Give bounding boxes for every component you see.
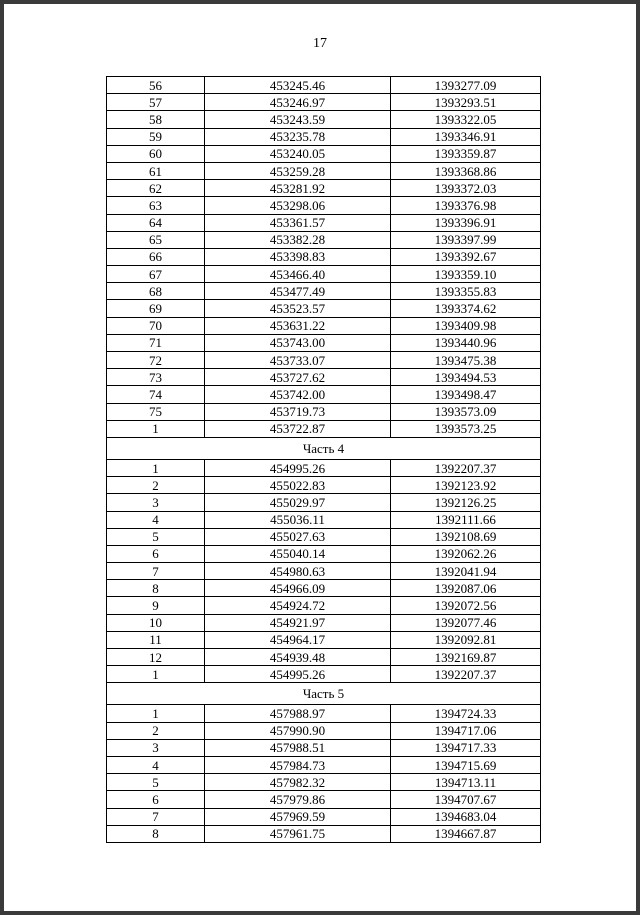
point-number-cell: 12 (107, 649, 205, 666)
y-coordinate-cell: 1393359.87 (391, 145, 541, 162)
x-coordinate-cell: 453523.57 (205, 300, 391, 317)
point-number-cell: 68 (107, 283, 205, 300)
y-coordinate-cell: 1394707.67 (391, 791, 541, 808)
table-row (107, 369, 541, 386)
table-row (107, 128, 541, 145)
y-coordinate-cell: 1393573.25 (391, 420, 541, 437)
point-number-cell: 8 (107, 580, 205, 597)
table-row (107, 283, 541, 300)
table-row (107, 494, 541, 511)
x-coordinate-cell: 454924.72 (205, 597, 391, 614)
y-coordinate-cell: 1393397.99 (391, 231, 541, 248)
table-row (107, 403, 541, 420)
point-number-cell: 6 (107, 791, 205, 808)
x-coordinate-cell: 454980.63 (205, 563, 391, 580)
y-coordinate-cell: 1393322.05 (391, 111, 541, 128)
table-row (107, 808, 541, 825)
x-coordinate-cell: 453466.40 (205, 266, 391, 283)
point-number-cell: 5 (107, 528, 205, 545)
point-number-cell: 70 (107, 317, 205, 334)
scan-border-left (0, 0, 4, 915)
y-coordinate-cell: 1392092.81 (391, 631, 541, 648)
y-coordinate-cell: 1393277.09 (391, 77, 541, 94)
x-coordinate-cell: 453259.28 (205, 162, 391, 179)
x-coordinate-cell: 453246.97 (205, 94, 391, 111)
table-row (107, 739, 541, 756)
x-coordinate-cell: 455036.11 (205, 511, 391, 528)
y-coordinate-cell: 1392111.66 (391, 511, 541, 528)
point-number-cell: 3 (107, 739, 205, 756)
table-row (107, 300, 541, 317)
y-coordinate-cell: 1392077.46 (391, 614, 541, 631)
point-number-cell: 8 (107, 825, 205, 842)
x-coordinate-cell: 453298.06 (205, 197, 391, 214)
point-number-cell: 72 (107, 352, 205, 369)
x-coordinate-cell: 453361.57 (205, 214, 391, 231)
x-coordinate-cell: 457988.97 (205, 705, 391, 722)
table-row (107, 545, 541, 562)
section-heading-row (107, 683, 541, 705)
x-coordinate-cell: 453382.28 (205, 231, 391, 248)
y-coordinate-cell: 1392126.25 (391, 494, 541, 511)
point-number-cell: 3 (107, 494, 205, 511)
x-coordinate-cell: 453727.62 (205, 369, 391, 386)
table-row (107, 791, 541, 808)
y-coordinate-cell: 1392108.69 (391, 528, 541, 545)
point-number-cell: 7 (107, 563, 205, 580)
y-coordinate-cell: 1393494.53 (391, 369, 541, 386)
point-number-cell: 1 (107, 705, 205, 722)
table-row (107, 162, 541, 179)
table-row (107, 180, 541, 197)
scan-border-bottom (0, 911, 640, 915)
table-row (107, 580, 541, 597)
x-coordinate-cell: 453722.87 (205, 420, 391, 437)
table-row (107, 459, 541, 476)
y-coordinate-cell: 1393376.98 (391, 197, 541, 214)
y-coordinate-cell: 1392062.26 (391, 545, 541, 562)
x-coordinate-cell: 453281.92 (205, 180, 391, 197)
point-number-cell: 1 (107, 459, 205, 476)
table-row (107, 649, 541, 666)
x-coordinate-cell: 454939.48 (205, 649, 391, 666)
table-row (107, 597, 541, 614)
x-coordinate-cell: 453743.00 (205, 334, 391, 351)
point-number-cell: 73 (107, 369, 205, 386)
point-number-cell: 67 (107, 266, 205, 283)
point-number-cell: 61 (107, 162, 205, 179)
table-row (107, 825, 541, 842)
page-number: 17 (313, 36, 327, 51)
y-coordinate-cell: 1394715.69 (391, 756, 541, 773)
table-row (107, 94, 541, 111)
section-heading: Часть 4 (107, 437, 541, 459)
point-number-cell: 75 (107, 403, 205, 420)
y-coordinate-cell: 1393573.09 (391, 403, 541, 420)
y-coordinate-cell: 1394717.06 (391, 722, 541, 739)
x-coordinate-cell: 457984.73 (205, 756, 391, 773)
table-row (107, 631, 541, 648)
table-row (107, 756, 541, 773)
x-coordinate-cell: 455027.63 (205, 528, 391, 545)
point-number-cell: 2 (107, 477, 205, 494)
table-row (107, 111, 541, 128)
point-number-cell: 1 (107, 420, 205, 437)
table-row (107, 266, 541, 283)
point-number-cell: 60 (107, 145, 205, 162)
y-coordinate-cell: 1393368.86 (391, 162, 541, 179)
section-heading-row (107, 437, 541, 459)
coordinates-table (106, 76, 541, 843)
point-number-cell: 9 (107, 597, 205, 614)
point-number-cell: 71 (107, 334, 205, 351)
point-number-cell: 69 (107, 300, 205, 317)
x-coordinate-cell: 453243.59 (205, 111, 391, 128)
y-coordinate-cell: 1393440.96 (391, 334, 541, 351)
table-row (107, 722, 541, 739)
table-row (107, 774, 541, 791)
x-coordinate-cell: 453477.49 (205, 283, 391, 300)
point-number-cell: 64 (107, 214, 205, 231)
section-heading: Часть 5 (107, 683, 541, 705)
y-coordinate-cell: 1392072.56 (391, 597, 541, 614)
point-number-cell: 56 (107, 77, 205, 94)
table-row (107, 528, 541, 545)
point-number-cell: 62 (107, 180, 205, 197)
table-row (107, 563, 541, 580)
y-coordinate-cell: 1392123.92 (391, 477, 541, 494)
y-coordinate-cell: 1394717.33 (391, 739, 541, 756)
x-coordinate-cell: 455022.83 (205, 477, 391, 494)
x-coordinate-cell: 457979.86 (205, 791, 391, 808)
y-coordinate-cell: 1393374.62 (391, 300, 541, 317)
point-number-cell: 63 (107, 197, 205, 214)
y-coordinate-cell: 1393392.67 (391, 248, 541, 265)
y-coordinate-cell: 1393355.83 (391, 283, 541, 300)
table-row (107, 248, 541, 265)
scan-border-right (636, 0, 640, 915)
point-number-cell: 59 (107, 128, 205, 145)
scan-border-top (0, 0, 640, 4)
x-coordinate-cell: 455029.97 (205, 494, 391, 511)
table-row (107, 705, 541, 722)
point-number-cell: 58 (107, 111, 205, 128)
table-row (107, 231, 541, 248)
y-coordinate-cell: 1393409.98 (391, 317, 541, 334)
x-coordinate-cell: 457961.75 (205, 825, 391, 842)
table-row (107, 386, 541, 403)
point-number-cell: 65 (107, 231, 205, 248)
point-number-cell: 7 (107, 808, 205, 825)
x-coordinate-cell: 453245.46 (205, 77, 391, 94)
point-number-cell: 4 (107, 756, 205, 773)
y-coordinate-cell: 1393498.47 (391, 386, 541, 403)
table-row (107, 352, 541, 369)
y-coordinate-cell: 1393359.10 (391, 266, 541, 283)
table-row (107, 334, 541, 351)
table-row (107, 197, 541, 214)
x-coordinate-cell: 453235.78 (205, 128, 391, 145)
y-coordinate-cell: 1392087.06 (391, 580, 541, 597)
point-number-cell: 4 (107, 511, 205, 528)
y-coordinate-cell: 1394683.04 (391, 808, 541, 825)
point-number-cell: 5 (107, 774, 205, 791)
x-coordinate-cell: 453631.22 (205, 317, 391, 334)
y-coordinate-cell: 1392207.37 (391, 666, 541, 683)
y-coordinate-cell: 1392207.37 (391, 459, 541, 476)
point-number-cell: 11 (107, 631, 205, 648)
table-row (107, 214, 541, 231)
y-coordinate-cell: 1393396.91 (391, 214, 541, 231)
x-coordinate-cell: 457969.59 (205, 808, 391, 825)
x-coordinate-cell: 454921.97 (205, 614, 391, 631)
x-coordinate-cell: 453240.05 (205, 145, 391, 162)
coordinates-table-body (107, 77, 541, 843)
point-number-cell: 66 (107, 248, 205, 265)
point-number-cell: 57 (107, 94, 205, 111)
y-coordinate-cell: 1393293.51 (391, 94, 541, 111)
x-coordinate-cell: 453719.73 (205, 403, 391, 420)
y-coordinate-cell: 1394667.87 (391, 825, 541, 842)
x-coordinate-cell: 457982.32 (205, 774, 391, 791)
y-coordinate-cell: 1393475.38 (391, 352, 541, 369)
y-coordinate-cell: 1393372.03 (391, 180, 541, 197)
x-coordinate-cell: 455040.14 (205, 545, 391, 562)
table-row (107, 145, 541, 162)
point-number-cell: 10 (107, 614, 205, 631)
x-coordinate-cell: 453742.00 (205, 386, 391, 403)
table-row (107, 477, 541, 494)
point-number-cell: 2 (107, 722, 205, 739)
table-row (107, 420, 541, 437)
y-coordinate-cell: 1394724.33 (391, 705, 541, 722)
y-coordinate-cell: 1392169.87 (391, 649, 541, 666)
x-coordinate-cell: 453398.83 (205, 248, 391, 265)
table-row (107, 614, 541, 631)
point-number-cell: 6 (107, 545, 205, 562)
table-row (107, 511, 541, 528)
y-coordinate-cell: 1392041.94 (391, 563, 541, 580)
x-coordinate-cell: 457990.90 (205, 722, 391, 739)
x-coordinate-cell: 454995.26 (205, 666, 391, 683)
point-number-cell: 74 (107, 386, 205, 403)
y-coordinate-cell: 1394713.11 (391, 774, 541, 791)
table-row (107, 77, 541, 94)
table-row (107, 666, 541, 683)
x-coordinate-cell: 457988.51 (205, 739, 391, 756)
x-coordinate-cell: 454995.26 (205, 459, 391, 476)
point-number-cell: 1 (107, 666, 205, 683)
x-coordinate-cell: 453733.07 (205, 352, 391, 369)
x-coordinate-cell: 454964.17 (205, 631, 391, 648)
table-row (107, 317, 541, 334)
x-coordinate-cell: 454966.09 (205, 580, 391, 597)
y-coordinate-cell: 1393346.91 (391, 128, 541, 145)
